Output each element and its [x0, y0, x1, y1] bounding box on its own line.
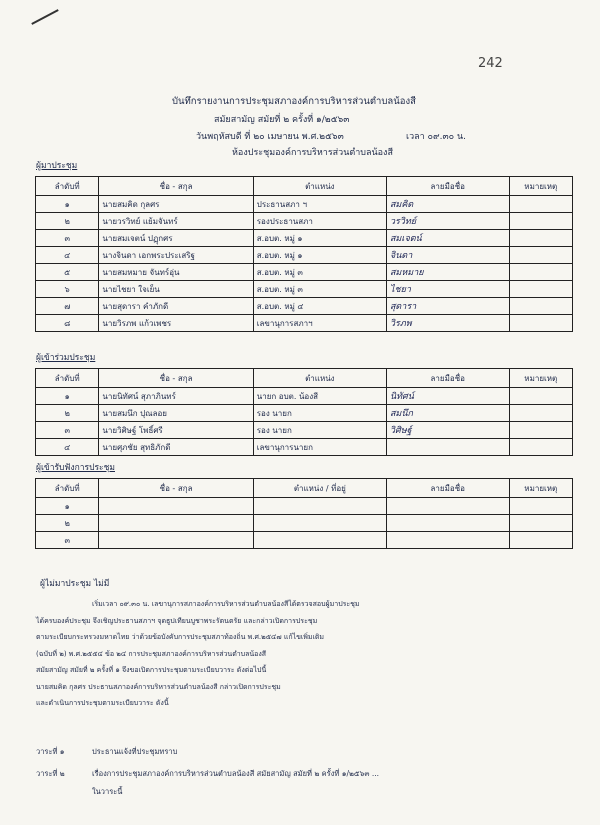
member-name: [99, 264, 253, 281]
row-number: ๑: [36, 388, 99, 405]
last-name: โพธิ์ศรี: [138, 425, 163, 435]
row-number: ๕: [36, 264, 99, 281]
member-position: ส.อบต. หมู่ ๓: [253, 264, 386, 281]
member-name: [99, 498, 253, 515]
table-row: [36, 498, 573, 515]
column-header: ลายมือชื่อ: [386, 369, 509, 388]
table-row: [36, 388, 573, 405]
last-name: ปุณลอย: [140, 408, 167, 418]
paragraph-line: ได้ครบองค์ประชุม จึงเชิญประธานสภาฯ จุดธูปเทียนบูชาพระรัตนตรัย และกล่าวเปิดการประชุม: [36, 616, 318, 625]
member-name: [99, 230, 253, 247]
signature: สมคิด: [386, 196, 509, 213]
row-number: ๒: [36, 515, 99, 532]
member-position: [253, 515, 386, 532]
column-header: หมายเหตุ: [509, 479, 572, 498]
column-header: ลำดับที่: [36, 479, 99, 498]
remark: [509, 264, 572, 281]
participants-table: [35, 368, 573, 456]
column-header: ชื่อ - สกุล: [99, 479, 253, 498]
signature: วิศิษฐ์: [386, 422, 509, 439]
member-name: [99, 439, 253, 456]
first-name: นายวิศิษฐ์: [102, 425, 137, 435]
venue-line: ห้องประชุมองค์การบริหารส่วนตำบลน้องสี: [232, 148, 393, 158]
table-row: [36, 264, 573, 281]
last-name: แก้วเพชร: [138, 318, 172, 328]
table-row: [36, 405, 573, 422]
attendees-table: [35, 176, 573, 332]
signature: [386, 515, 509, 532]
first-name: นายวิรภพ: [102, 318, 137, 328]
first-name: นายศุภชัย: [102, 442, 138, 452]
row-number: ๖: [36, 281, 99, 298]
column-header: ลายมือชื่อ: [386, 479, 509, 498]
column-header: ลายมือชื่อ: [386, 177, 509, 196]
member-position: ส.อบต. หมู่ ๔: [253, 298, 386, 315]
last-name: สุภาภินทร์: [140, 391, 176, 401]
member-name: [99, 315, 253, 332]
table-row: [36, 532, 573, 549]
remark: [509, 405, 572, 422]
pen-mark: [31, 9, 58, 25]
remark: [509, 213, 572, 230]
attendees-label: ผู้มาประชุม: [36, 161, 78, 171]
table-row: [36, 247, 573, 264]
observers-label: ผู้เข้ารับฟังการประชุม: [36, 463, 115, 473]
paragraph-line: และดำเนินการประชุมตามระเบียบวาระ ดังนี้: [36, 699, 169, 707]
column-header: ชื่อ - สกุล: [99, 369, 253, 388]
row-number: ๔: [36, 439, 99, 456]
first-name: นางจินดา: [102, 250, 137, 260]
column-header: หมายเหตุ: [509, 177, 572, 196]
last-name: จันทร์อุ่น: [149, 267, 180, 277]
member-name: [99, 388, 253, 405]
last-name: กุลศร: [140, 199, 160, 209]
remark: [509, 422, 572, 439]
signature: [386, 532, 509, 549]
member-name: [99, 422, 253, 439]
remark: [509, 388, 572, 405]
member-name: [99, 281, 253, 298]
table-header-row: [36, 479, 573, 498]
agenda-text: ประธานแจ้งที่ประชุมทราบ: [92, 747, 178, 756]
agenda-tag: วาระที่ ๒: [36, 769, 65, 778]
member-name: [99, 247, 253, 264]
remark: [509, 281, 572, 298]
signature: นิทัศน์: [386, 388, 509, 405]
table-header-row: [36, 177, 573, 196]
signature: จินดา: [386, 247, 509, 264]
signature: สมนึก: [386, 405, 509, 422]
date-line: วันพฤหัสบดี ที่ ๒๐ เมษายน พ.ศ.๒๕๖๓: [196, 132, 344, 142]
first-name: นายนิทัศน์: [102, 391, 139, 401]
paragraph-line: ตามระเบียบกระทรวงมหาดไทย ว่าด้วยข้อบังคับการประชุมสภาท้องถิ่น พ.ศ.๒๕๔๗ แก้ไขเพิ่มเติม: [36, 633, 325, 641]
table-row: [36, 315, 573, 332]
absent-line: ผู้ไม่มาประชุม ไม่มี: [40, 579, 110, 589]
observers-table: [35, 478, 573, 549]
signature: วรวิทย์: [386, 213, 509, 230]
agenda-text: ในวาระนี้: [92, 787, 123, 796]
last-name: ใจเย็น: [138, 284, 160, 294]
member-position: ส.อบต. หมู่ ๑: [253, 230, 386, 247]
paragraph-line: นายสมคิด กุลศร ประธานสภาองค์การบริหารส่วนตำบลน้องสี กล่าวเปิดการประชุม: [36, 682, 281, 691]
first-name: นายสุดารา: [102, 301, 141, 311]
agenda-tag: วาระที่ ๑: [36, 747, 65, 756]
row-number: ๘: [36, 315, 99, 332]
signature: ไชยา: [386, 281, 509, 298]
remark: [509, 315, 572, 332]
member-name: [99, 213, 253, 230]
first-name: นายสมคิด: [102, 199, 138, 209]
column-header: ตำแหน่ง: [253, 369, 386, 388]
paragraph-line: สมัยสามัญ สมัยที่ ๒ ครั้งที่ ๑ จึงขอเปิดการประชุมตามระเบียบวาระ ดังต่อไปนี้: [36, 666, 267, 674]
member-position: ส.อบต. หมู่ ๑: [253, 247, 386, 264]
row-number: ๑: [36, 196, 99, 213]
member-position: เลขานุการสภาฯ: [253, 315, 386, 332]
member-position: รองประธานสภา: [253, 213, 386, 230]
column-header: ลำดับที่: [36, 177, 99, 196]
first-name: นายวรวิทย์: [102, 216, 141, 226]
table-row: [36, 213, 573, 230]
row-number: ๔: [36, 247, 99, 264]
member-name: [99, 196, 253, 213]
table-row: [36, 298, 573, 315]
member-position: ประธานสภา ฯ: [253, 196, 386, 213]
table-row: [36, 196, 573, 213]
opening-paragraph: [36, 596, 566, 712]
first-name: นายสมนึก: [102, 408, 138, 418]
table-row: [36, 439, 573, 456]
remark: [509, 230, 572, 247]
remark: [509, 196, 572, 213]
row-number: ๒: [36, 405, 99, 422]
table-row: [36, 281, 573, 298]
signature: วิรภพ: [386, 315, 509, 332]
column-header: หมายเหตุ: [509, 369, 572, 388]
column-header: ชื่อ - สกุล: [99, 177, 253, 196]
paragraph-line: เริ่มเวลา ๐๙.๓๐ น. เลขานุการสภาองค์การบริหารส่วนตำบลน้องสีได้ตรวจสอบผู้มาประชุม: [92, 600, 360, 608]
remark: [509, 298, 572, 315]
signature: สมเจตน์: [386, 230, 509, 247]
column-header: ลำดับที่: [36, 369, 99, 388]
remark: [509, 247, 572, 264]
member-position: ส.อบต. หมู่ ๓: [253, 281, 386, 298]
column-header: ตำแหน่ง: [253, 177, 386, 196]
signature: [386, 439, 509, 456]
first-name: นายสมหมาย: [102, 267, 147, 277]
page-number: 242: [478, 56, 503, 71]
row-number: ๒: [36, 213, 99, 230]
first-name: นายสมเจตน์: [102, 233, 146, 243]
last-name: แย้มจันทร์: [142, 216, 178, 226]
signature: สมหมาย: [386, 264, 509, 281]
row-number: ๗: [36, 298, 99, 315]
row-number: ๓: [36, 230, 99, 247]
last-name: ปฏุกศร: [147, 233, 173, 243]
first-name: นายไชยา: [102, 284, 136, 294]
table-row: [36, 515, 573, 532]
paragraph-line: (ฉบับที่ ๒) พ.ศ.๒๕๕๔ ข้อ ๒๔ การประชุมสภาองค์การบริหารส่วนตำบลน้องสี: [36, 649, 267, 658]
member-name: [99, 532, 253, 549]
time-line: เวลา ๐๙.๓๐ น.: [406, 132, 467, 142]
remark: [509, 498, 572, 515]
member-name: [99, 515, 253, 532]
remark: [509, 532, 572, 549]
agenda-text: เรื่องการประชุมสภาองค์การบริหารส่วนตำบลน้องสี สมัยสามัญ สมัยที่ ๒ ครั้งที่ ๑/๒๕๖๓ ...: [92, 769, 380, 778]
session-line: สมัยสามัญ สมัยที่ ๒ ครั้งที่ ๑/๒๕๖๓: [214, 115, 350, 125]
member-position: [253, 532, 386, 549]
last-name: เอกพระประเสริฐ: [138, 250, 195, 260]
document-title: บันทึกรายงานการประชุมสภาองค์การบริหารส่วนตำบลน้องสี: [172, 96, 416, 107]
member-position: นายก อบต. น้องสี: [253, 388, 386, 405]
remark: [509, 439, 572, 456]
member-position: รอง นายก: [253, 422, 386, 439]
row-number: ๓: [36, 422, 99, 439]
last-name: คำภักดี: [142, 301, 169, 311]
signature: [386, 498, 509, 515]
participants-label: ผู้เข้าร่วมประชุม: [36, 353, 96, 363]
member-position: [253, 498, 386, 515]
remark: [509, 515, 572, 532]
member-position: เลขานุการนายก: [253, 439, 386, 456]
table-row: [36, 230, 573, 247]
row-number: ๑: [36, 498, 99, 515]
column-header: ตำแหน่ง / ที่อยู่: [253, 479, 386, 498]
row-number: ๓: [36, 532, 99, 549]
member-name: [99, 298, 253, 315]
table-header-row: [36, 369, 573, 388]
member-position: รอง นายก: [253, 405, 386, 422]
signature: สุดารา: [386, 298, 509, 315]
table-row: [36, 422, 573, 439]
last-name: สุทธิภักดี: [140, 442, 171, 452]
member-name: [99, 405, 253, 422]
